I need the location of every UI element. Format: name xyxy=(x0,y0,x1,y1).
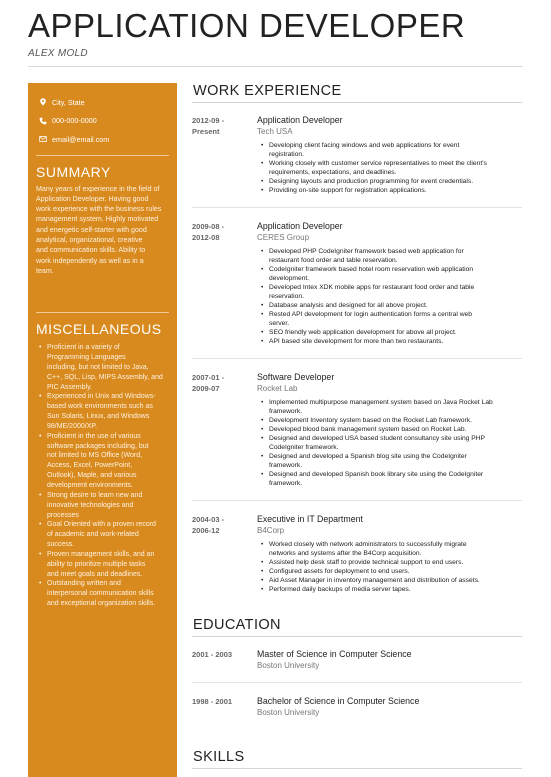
job-bullet xyxy=(257,311,522,329)
miscellaneous-line: Outlook), Maple, and various xyxy=(47,472,137,480)
job-dates xyxy=(192,371,257,488)
header-divider xyxy=(28,66,523,67)
job-bullet-line: CodeIgniter framework. xyxy=(269,443,339,451)
job-date-end: 2012-08 xyxy=(192,233,220,243)
job-bullet xyxy=(257,471,522,489)
job-bullet-line: • Configured assets for deployment to end users. xyxy=(269,568,410,576)
summary-line: Many years of experience in the field of xyxy=(36,184,160,193)
education-body xyxy=(257,648,522,676)
miscellaneous-line: software packages including, but xyxy=(47,442,149,450)
education-entry xyxy=(192,648,522,676)
job-bullet xyxy=(257,417,522,426)
miscellaneous-line: PIC Assembly. xyxy=(47,383,92,391)
miscellaneous-line: development environments. xyxy=(47,481,133,489)
map-pin-icon xyxy=(38,97,48,107)
job-bullet-line: • CodeIgniter framework based hotel room reservation web application xyxy=(269,266,474,274)
miscellaneous-line: interpersonal communication skills xyxy=(47,590,154,598)
contact-phone xyxy=(38,112,177,131)
job-bullet-line: registration. xyxy=(269,150,304,158)
summary-line: and energetic self-starter with good xyxy=(36,225,147,234)
job-title: APPLICATION DEVELOPER xyxy=(28,7,466,44)
miscellaneous-item xyxy=(39,343,171,392)
job-bullet xyxy=(257,541,522,559)
summary-line: work experience with the business rules xyxy=(36,205,162,214)
sidebar xyxy=(28,83,177,777)
job-bullet xyxy=(257,329,522,338)
job-bullet-line: • Designed and developed USA based student consultancy site using PHP xyxy=(269,435,485,443)
education-divider xyxy=(192,682,522,683)
job-bullet-line: • API based site development for more than two restaurants. xyxy=(269,337,444,345)
education-degree: Master of Science in Computer Science xyxy=(257,648,412,659)
job-bullet xyxy=(257,284,522,302)
job-company: CERES Group xyxy=(257,233,310,243)
job-bullet-line: framework. xyxy=(269,408,303,416)
job-bullets xyxy=(257,248,522,346)
job-bullet xyxy=(257,586,522,595)
miscellaneous-line: based work environments such as xyxy=(47,403,153,411)
skills-heading: SKILLS xyxy=(193,748,245,765)
job-role: Application Developer xyxy=(257,221,343,232)
job-bullet-line: reservation. xyxy=(269,292,304,300)
summary-line: team. xyxy=(36,266,54,275)
job-bullet-line: • Working closely with customer service representatives to meet the client's xyxy=(269,159,487,167)
section-divider xyxy=(192,102,522,103)
job-entry xyxy=(192,220,522,346)
candidate-name: ALEX MOLD xyxy=(28,48,88,59)
job-role: Software Developer xyxy=(257,372,335,383)
job-bullet xyxy=(257,577,522,586)
education-school: Boston University xyxy=(257,707,320,717)
summary-line: Application Developer. Having good xyxy=(36,194,149,203)
job-bullet-line: • Developed Intex XDK mobile apps for restaurant food order and table xyxy=(269,284,475,292)
job-body xyxy=(257,513,522,594)
job-bullet-line: • Assisted help desk staff to provide technical support to end users. xyxy=(269,559,464,567)
education-dates: 2001 - 2003 xyxy=(192,649,233,659)
summary-heading: SUMMARY xyxy=(36,163,111,180)
miscellaneous-line: and exceptional organization skills. xyxy=(47,600,156,608)
job-bullet xyxy=(257,435,522,453)
work-experience-heading: WORK EXPERIENCE xyxy=(193,83,342,99)
job-bullet-line: • Performed daily backups of media server tapes. xyxy=(269,586,411,593)
summary-line: management system. Highly motivated xyxy=(36,215,159,224)
education-degree: Bachelor of Science in Computer Science xyxy=(257,695,420,706)
job-entry xyxy=(192,513,522,594)
job-role: Application Developer xyxy=(257,115,343,125)
resume-header xyxy=(28,6,528,59)
job-bullet xyxy=(257,178,522,187)
miscellaneous-line: Sun Solaris, Linux, and Windows xyxy=(47,413,150,421)
email-text: email@email.com xyxy=(52,134,110,144)
job-company: Rocket Lab xyxy=(257,384,298,394)
job-bullet-line: server. xyxy=(269,319,290,327)
education-body xyxy=(257,695,522,723)
job-bullet-line: • Developed PHP CodeIgniter framework based web application for xyxy=(269,248,464,256)
job-bullet xyxy=(257,559,522,568)
miscellaneous-item xyxy=(39,392,171,431)
job-bullet-line: • Developed blood bank management system based on Rocket Lab. xyxy=(269,426,467,434)
miscellaneous-line: • Outstanding written and xyxy=(47,580,121,588)
job-body xyxy=(257,114,522,195)
job-bullet xyxy=(257,453,522,471)
job-bullets xyxy=(257,399,522,488)
education-school: Boston University xyxy=(257,660,320,670)
job-bullet xyxy=(257,399,522,417)
job-date-start: 2012-09 - xyxy=(192,116,225,125)
contact-info xyxy=(28,83,177,149)
phone-icon xyxy=(38,116,48,126)
miscellaneous-item xyxy=(39,432,171,491)
job-bullet-line: • Implemented multipurpose management system based on Java Rocket Lab xyxy=(269,399,493,407)
miscellaneous-line: and meet goals and deadlines. xyxy=(47,570,143,578)
contact-location xyxy=(38,93,177,112)
miscellaneous-line: including, but not limited to Java, xyxy=(47,363,149,371)
miscellaneous-list xyxy=(28,337,177,609)
miscellaneous-line: Programming Languages xyxy=(47,354,126,362)
miscellaneous-heading: MISCELLANEOUS xyxy=(36,321,162,338)
job-entry xyxy=(192,114,522,195)
summary-line: and communication skills. Ability to xyxy=(36,246,146,255)
job-divider xyxy=(192,500,522,501)
job-bullet-line: restaurant food order and table reservation. xyxy=(269,257,398,265)
education-entry xyxy=(192,695,522,723)
job-bullets xyxy=(257,541,522,594)
job-dates xyxy=(192,114,257,195)
job-bullet xyxy=(257,568,522,577)
job-bullet xyxy=(257,142,522,160)
job-bullet-line: framework. xyxy=(269,479,303,487)
job-bullet xyxy=(257,187,522,196)
job-bullet-line: networks and systems after the B4Corp acquisition. xyxy=(269,550,422,558)
job-bullet-line: • Aid Asset Manager in inventory management and distribution of assets. xyxy=(269,577,480,585)
miscellaneous-line: • Proven management skills, and an xyxy=(47,550,155,558)
job-date-end: 2006-12 xyxy=(192,526,220,536)
job-bullet-line: • Database analysis and designed for all above project. xyxy=(269,301,428,309)
job-bullet-line: • Developing client facing windows and web applications for event xyxy=(269,142,460,149)
miscellaneous-line: • Strong desire to learn new and xyxy=(47,491,143,499)
education-dates: 1998 - 2001 xyxy=(192,696,233,706)
miscellaneous-item xyxy=(39,550,171,580)
miscellaneous-line: innovative technologies and xyxy=(47,501,134,509)
job-bullet-line: • SEO friendly web application development for above all project. xyxy=(269,328,457,336)
job-bullet-line: framework. xyxy=(269,461,303,469)
job-date-start: 2009-08 - xyxy=(192,222,225,232)
job-bullets xyxy=(257,142,522,195)
summary-text xyxy=(28,180,177,277)
location-text: City, State xyxy=(52,97,85,107)
main-column xyxy=(192,83,522,769)
miscellaneous-item xyxy=(39,520,171,550)
job-bullet xyxy=(257,248,522,266)
contact-email xyxy=(38,130,177,149)
job-date-end: Present xyxy=(192,127,220,136)
job-bullet xyxy=(257,266,522,284)
job-date-end: 2009-07 xyxy=(192,384,220,394)
job-bullet-line: • Worked closely with network administrators to successfully migrate xyxy=(269,541,467,549)
job-divider xyxy=(192,358,522,359)
miscellaneous-line: not limited to MS Office (Word, xyxy=(47,452,143,460)
job-date-start: 2004-03 - xyxy=(192,515,225,525)
job-bullet-line: requirements, expectations, and deadlines. xyxy=(269,168,397,176)
education-list xyxy=(192,648,522,723)
job-bullet-line: • Designed and developed Spanish book library site using the CodeIgniter xyxy=(269,470,484,478)
job-company: Tech USA xyxy=(257,127,293,136)
job-bullet-line: • Designed and developed a Spanish blog site using the CodeIgniter xyxy=(269,452,467,460)
education-heading: EDUCATION xyxy=(193,616,281,633)
miscellaneous-line: • Experienced in Unix and Windows- xyxy=(47,393,156,401)
job-bullet-line: • Providing on-site support for registration applications. xyxy=(269,186,427,194)
section-divider xyxy=(192,768,522,769)
job-bullet xyxy=(257,160,522,178)
job-bullet xyxy=(257,426,522,435)
job-bullet-line: • Rested API development for login authentication forms a central web xyxy=(269,310,472,318)
miscellaneous-item xyxy=(39,579,171,609)
miscellaneous-line: Access, Excel, PowerPoint, xyxy=(47,462,133,470)
summary-line: analytical, organizational, creative xyxy=(36,235,143,244)
section-divider xyxy=(192,636,522,637)
miscellaneous-line: 98/ME/2000/XP. xyxy=(47,422,98,430)
job-body xyxy=(257,220,522,346)
miscellaneous-item xyxy=(39,491,171,521)
job-company: B4Corp xyxy=(257,526,285,536)
job-dates xyxy=(192,220,257,346)
mail-icon xyxy=(38,134,48,144)
miscellaneous-line: C++, SQL, Lisp, MIPS Assembly, and xyxy=(47,373,163,381)
job-bullet xyxy=(257,302,522,311)
job-bullet-line: • Development Inventory system based on the Rocket Lab framework. xyxy=(269,417,472,425)
miscellaneous-line: • Proficient in the use of various xyxy=(47,432,141,440)
miscellaneous-line: ability to prioritize multiple tasks xyxy=(47,560,146,568)
miscellaneous-line: • Goal Oriented with a proven record xyxy=(47,521,156,529)
phone-text: 000-000-0000 xyxy=(52,116,97,126)
miscellaneous-line: of academic and work-related xyxy=(47,531,139,539)
job-body xyxy=(257,371,522,488)
miscellaneous-line: processes xyxy=(47,511,79,519)
job-date-start: 2007-01 - xyxy=(192,373,225,383)
job-bullet-line: • Designing layouts and production programming for event credentials. xyxy=(269,177,474,185)
work-experience-list xyxy=(192,114,522,595)
job-divider xyxy=(192,207,522,208)
miscellaneous-line: • Proficient in a variety of xyxy=(47,344,120,352)
miscellaneous-line: success. xyxy=(47,541,75,549)
job-entry xyxy=(192,371,522,488)
job-role: Executive in IT Department xyxy=(257,514,363,525)
job-bullet xyxy=(257,338,522,347)
job-bullet-line: development. xyxy=(269,275,310,283)
summary-line: work independently as well as in a xyxy=(36,256,144,265)
job-dates xyxy=(192,513,257,594)
